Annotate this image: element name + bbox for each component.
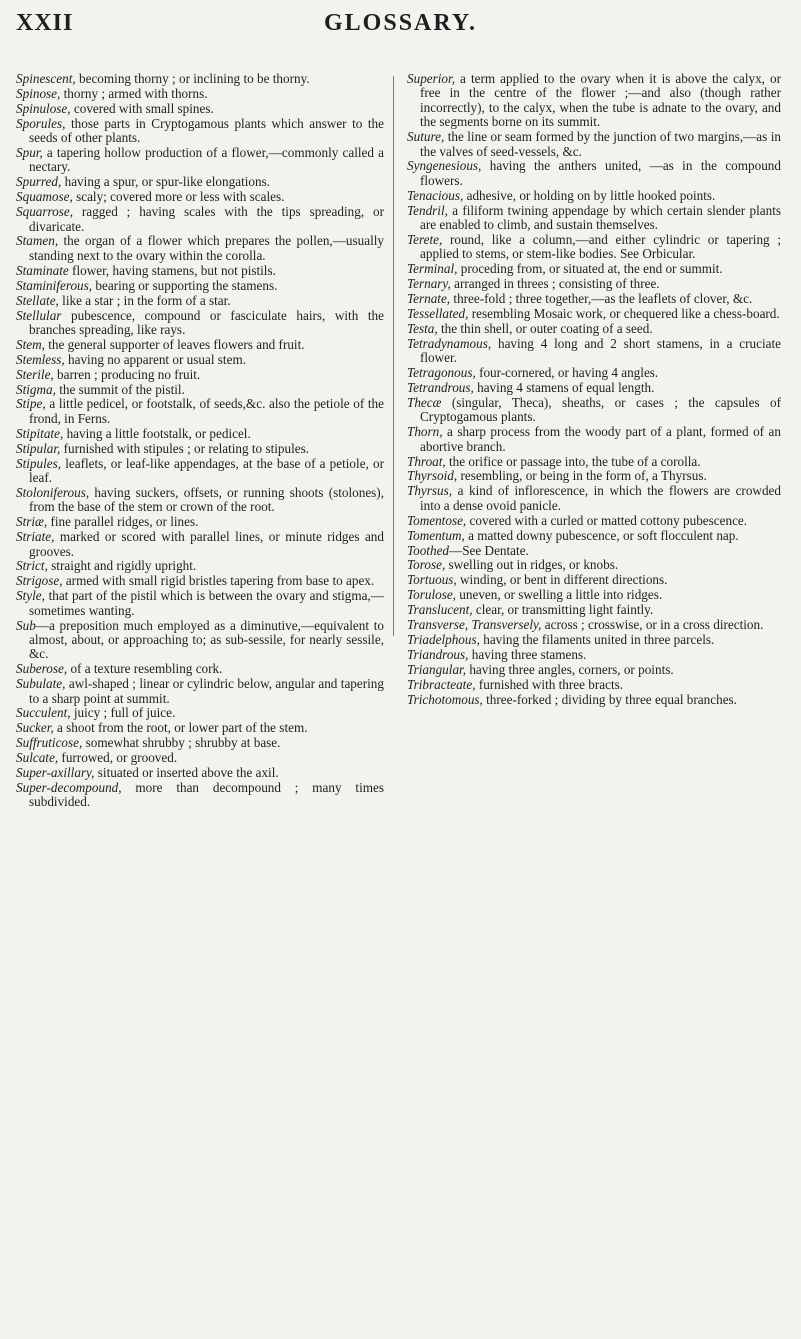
glossary-entry xyxy=(407,678,781,692)
entry-definition: juicy ; full of juice. xyxy=(70,705,176,721)
entry-term: Trichotomous, xyxy=(407,691,483,707)
entry-term: Ternate, xyxy=(407,291,451,307)
entry-term: Spinose, xyxy=(16,85,61,101)
glossary-entry xyxy=(407,307,781,321)
entry-term: Throat, xyxy=(407,453,446,469)
glossary-column-left xyxy=(16,72,384,810)
glossary-entry xyxy=(16,721,384,735)
entry-term: Squamose, xyxy=(16,189,73,205)
entry-definition: a sharp process from the woody part of a plant, formed of an abortive branch. xyxy=(420,424,781,454)
entry-definition: the summit of the pistil. xyxy=(55,381,185,397)
glossary-entry xyxy=(407,189,781,203)
glossary-entry xyxy=(16,146,384,175)
entry-term: Stem, xyxy=(16,336,45,352)
entry-term: Staminate xyxy=(16,262,69,278)
entry-definition: a filiform twining appendage by which certain slender plants are enabled to climb, and sustain themselves. xyxy=(420,202,781,233)
glossary-entry xyxy=(407,159,781,188)
glossary-entry xyxy=(16,338,384,352)
entry-term: Thecæ xyxy=(407,394,442,410)
glossary-entry xyxy=(16,205,384,234)
entry-definition: the line or seam formed by the junction of two margins,—as in the valves of seed-vessels, &c. xyxy=(420,129,781,159)
entry-term: Tribracteate, xyxy=(407,676,476,692)
glossary-entry xyxy=(407,588,781,602)
entry-definition: somewhat shrubby ; shrubby at base. xyxy=(82,735,281,751)
entry-definition: leaflets, or leaf-like appendages, at the base of a petiole, or leaf. xyxy=(29,455,384,485)
entry-definition: resembling Mosaic work, or chequered like a chess-board. xyxy=(468,306,780,321)
entry-term: Spur, xyxy=(16,145,43,161)
entry-term: Succulent, xyxy=(16,705,71,721)
glossary-entry xyxy=(407,277,781,291)
glossary-entry xyxy=(16,486,384,515)
glossary-entry xyxy=(16,234,384,263)
page-number: XXII xyxy=(16,10,74,36)
glossary-entry xyxy=(16,294,384,308)
page-header xyxy=(0,10,801,50)
entry-definition: furrowed, or grooved. xyxy=(58,750,178,766)
entry-definition: the general supporter of leaves flowers and fruit. xyxy=(44,336,305,352)
entry-term: Stamen, xyxy=(16,233,59,249)
glossary-entry xyxy=(407,337,781,366)
entry-term: Tomentum, xyxy=(407,527,465,543)
glossary-entry xyxy=(16,102,384,116)
entry-definition: more than decompound ; many times subdivided. xyxy=(29,780,384,810)
glossary-entry xyxy=(407,529,781,543)
entry-term: Strigose, xyxy=(16,573,63,589)
glossary-entry xyxy=(407,573,781,587)
entry-term: Ternary, xyxy=(407,276,451,292)
entry-definition: fine parallel ridges, or lines. xyxy=(47,514,199,530)
glossary-entry xyxy=(16,559,384,573)
glossary-entry xyxy=(407,514,781,528)
entry-term: Stipules, xyxy=(16,455,62,471)
entry-definition: of a texture resembling cork. xyxy=(67,661,223,677)
entry-term: Stigma, xyxy=(16,381,56,397)
entry-definition: flower, having stamens, but not pistils. xyxy=(68,262,276,278)
glossary-entry xyxy=(407,693,781,707)
entry-definition: three-forked ; dividing by three equal branches. xyxy=(482,691,737,707)
glossary-entry xyxy=(407,322,781,336)
glossary-entry xyxy=(16,353,384,367)
entry-definition: a matted downy pubescence, or soft flocculent nap. xyxy=(464,527,739,543)
entry-term: Testa, xyxy=(407,320,438,336)
entry-term: Triandrous, xyxy=(407,646,469,662)
entry-definition: straight and rigidly upright. xyxy=(47,558,197,574)
glossary-entry xyxy=(16,530,384,559)
glossary-entry xyxy=(16,515,384,529)
entry-definition: the thin shell, or outer coating of a seed. xyxy=(437,320,653,336)
glossary-column-right xyxy=(407,72,781,707)
glossary-entry xyxy=(16,677,384,706)
entry-definition: having 4 long and 2 short stamens, in a cruciate flower. xyxy=(420,335,781,366)
entry-definition: barren ; producing no fruit. xyxy=(53,366,201,382)
entry-term: Stipe, xyxy=(16,396,46,412)
entry-definition: across ; crosswise, or in a cross direction. xyxy=(541,617,764,633)
glossary-entry xyxy=(16,383,384,397)
entry-term: Suffruticose, xyxy=(16,735,83,751)
glossary-entry xyxy=(407,233,781,262)
entry-definition: like a star ; in the form of a star. xyxy=(58,292,231,308)
entry-definition: having the filaments united in three parcels. xyxy=(479,631,715,647)
entry-term: Tetradynamous, xyxy=(407,335,492,351)
entry-term: Thyrsoid, xyxy=(407,468,458,484)
entry-definition: pubescence, compound or fasciculate hairs, with the branches spreading, like rays. xyxy=(29,307,384,337)
entry-term: Stoloniferous, xyxy=(16,484,90,500)
glossary-entry xyxy=(16,190,384,204)
entry-definition: furnished with three bracts. xyxy=(475,676,624,692)
entry-term: Toothed xyxy=(407,542,450,558)
entry-definition: a little pedicel, or footstalk, of seeds,&c. also the petiole of the frond, in Ferns. xyxy=(29,396,384,426)
entry-definition: —See Dentate. xyxy=(449,542,529,558)
glossary-entry xyxy=(16,368,384,382)
entry-definition: the organ of a flower which prepares the pollen,—usually standing next to the ovary within the corolla. xyxy=(29,233,384,263)
entry-definition: furnished with stipules ; or relating to stipules. xyxy=(60,440,310,456)
entry-definition: situated or inserted above the axil. xyxy=(94,765,279,781)
entry-definition: bearing or supporting the stamens. xyxy=(92,277,278,293)
entry-term: Stipitate, xyxy=(16,425,64,441)
entry-definition: —a preposition much employed as a diminutive,—equivalent to almost, about, or approaching to; as sub-sessile, for nearly sessile, &c. xyxy=(29,617,384,662)
glossary-entry xyxy=(16,751,384,765)
glossary-entry xyxy=(407,425,781,454)
glossary-entry xyxy=(407,603,781,617)
glossary-entry xyxy=(16,736,384,750)
glossary-entry xyxy=(407,262,781,276)
entry-term: Terminal, xyxy=(407,261,458,277)
entry-definition: three-fold ; three together,—as the leaflets of clover, &c. xyxy=(450,291,753,307)
entry-term: Squarrose, xyxy=(16,204,74,220)
entry-definition: winding, or bent in different directions. xyxy=(456,572,668,588)
entry-definition: having 4 stamens of equal length. xyxy=(473,380,655,396)
entry-term: Spurred, xyxy=(16,174,62,190)
glossary-entry xyxy=(16,442,384,456)
entry-term: Striæ, xyxy=(16,514,48,530)
entry-term: Tetragonous, xyxy=(407,365,476,381)
entry-term: Terete, xyxy=(407,231,443,247)
glossary-entry xyxy=(407,648,781,662)
entry-definition: covered with a curled or matted cottony pubescence. xyxy=(466,512,748,528)
entry-definition: uneven, or swelling a little into ridges. xyxy=(455,587,663,603)
entry-term: Suture, xyxy=(407,129,445,145)
glossary-entry xyxy=(407,663,781,677)
glossary-entry xyxy=(407,292,781,306)
entry-term: Sucker, xyxy=(16,720,54,736)
glossary-entry xyxy=(16,619,384,662)
glossary-entry xyxy=(407,544,781,558)
entry-term: Sub xyxy=(16,617,36,633)
entry-definition: becoming thorny ; or inclining to be thorny. xyxy=(75,71,310,86)
entry-definition: having a little footstalk, or pedicel. xyxy=(63,425,251,441)
entry-definition: a shoot from the root, or lower part of the stem. xyxy=(53,720,308,736)
entry-term: Thorn, xyxy=(407,424,443,440)
entry-term: Tenacious, xyxy=(407,187,464,203)
entry-definition: having no apparent or usual stem. xyxy=(64,351,247,367)
entry-definition: armed with small rigid bristles tapering from base to apex. xyxy=(62,573,375,589)
glossary-entry xyxy=(407,396,781,425)
glossary-entry xyxy=(407,484,781,513)
entry-term: Tessellated, xyxy=(407,306,469,321)
entry-definition: marked or scored with parallel lines, or minute ridges and grooves. xyxy=(29,529,384,559)
running-title: GLOSSARY. xyxy=(324,10,477,36)
glossary-entry xyxy=(407,455,781,469)
entry-term: Torose, xyxy=(407,557,446,573)
glossary-entry xyxy=(16,574,384,588)
glossary-entry xyxy=(16,175,384,189)
entry-definition: proceding from, or situated at, the end or summit. xyxy=(457,261,723,277)
glossary-entry xyxy=(16,766,384,780)
glossary-entry xyxy=(16,781,384,810)
entry-definition: having the anthers united, —as in the compound flowers. xyxy=(420,158,781,188)
entry-definition: arranged in threes ; consisting of three. xyxy=(450,276,660,292)
entry-definition: four-cornered, or having 4 angles. xyxy=(475,365,659,381)
glossary-entry xyxy=(16,397,384,426)
entry-term: Torulose, xyxy=(407,587,456,603)
entry-term: Tortuous, xyxy=(407,572,457,588)
glossary-entry xyxy=(16,457,384,486)
entry-definition: adhesive, or holding on by little hooked points. xyxy=(463,187,716,203)
entry-term: Stellular xyxy=(16,307,62,323)
column-divider xyxy=(393,76,394,636)
entry-term: Thyrsus, xyxy=(407,483,453,499)
entry-definition: scaly; covered more or less with scales. xyxy=(72,189,285,205)
entry-term: Super-axillary, xyxy=(16,765,95,781)
entry-term: Stipular, xyxy=(16,440,61,456)
entry-definition: ragged ; having scales with the tips spreading, or divaricate. xyxy=(29,204,384,234)
glossary-entry xyxy=(407,558,781,572)
glossary-entry xyxy=(407,366,781,380)
entry-definition: having three angles, corners, or points. xyxy=(466,661,674,677)
entry-term: Triangular, xyxy=(407,661,467,677)
entry-definition: having suckers, offsets, or running shoots (stolones), from the base of the stem or crown of the root. xyxy=(29,484,384,515)
entry-term: Striate, xyxy=(16,529,55,545)
entry-definition: having a spur, or spur-like elongations. xyxy=(61,174,271,190)
entry-term: Super-decompound, xyxy=(16,780,122,795)
entry-term: Sulcate, xyxy=(16,750,59,766)
entry-term: Strict, xyxy=(16,558,48,574)
entry-definition: a term applied to the ovary when it is above the calyx, or free in the centre of the flower ;—and also (though rather incorrectly), to the calyx, when the tube is adnate to the ovary, and the segments borne on its summit. xyxy=(420,71,781,130)
entry-term: Sterile, xyxy=(16,366,54,382)
entry-term: Spinescent, xyxy=(16,71,76,86)
glossary-entry xyxy=(16,264,384,278)
entry-definition: round, like a column,—and either cylindric or tapering ; applied to stems, or stem-like bodies. See Orbicular. xyxy=(420,231,781,262)
entry-term: Superior, xyxy=(407,71,455,86)
entry-definition: a kind of inflorescence, in which the flowers are crowded into a dense ovoid panicle. xyxy=(420,483,781,513)
glossary-entry xyxy=(16,87,384,101)
glossary-entry xyxy=(16,662,384,676)
entry-definition: clear, or transmitting light faintly. xyxy=(472,602,654,618)
entry-definition: the orifice or passage into, the tube of a corolla. xyxy=(445,453,701,469)
entry-definition: those parts in Cryptogamous plants which answer to the seeds of other plants. xyxy=(29,115,384,146)
entry-definition: that part of the pistil which is between the ovary and stigma,—sometimes wanting. xyxy=(29,588,384,618)
entry-definition: resembling, or being in the form of, a Thyrsus. xyxy=(457,468,707,484)
entry-term: Style, xyxy=(16,588,45,604)
entry-term: Tendril, xyxy=(407,202,448,218)
entry-term: Subulate, xyxy=(16,676,66,692)
entry-term: Syngenesious, xyxy=(407,158,482,174)
glossary-entry xyxy=(16,706,384,720)
glossary-entry xyxy=(16,589,384,618)
entry-term: Spinulose, xyxy=(16,100,71,116)
entry-term: Stemless, xyxy=(16,351,65,367)
entry-definition: swelling out in ridges, or knobs. xyxy=(445,557,619,573)
glossary-entry xyxy=(407,72,781,130)
glossary-entry xyxy=(407,381,781,395)
glossary-entry xyxy=(16,117,384,146)
entry-definition: awl-shaped ; linear or cylindric below, angular and tapering to a sharp point at summit. xyxy=(29,676,384,706)
entry-definition: (singular, Theca), sheaths, or cases ; the capsules of Cryptogamous plants. xyxy=(420,394,781,425)
glossary-entry xyxy=(407,633,781,647)
entry-definition: a tapering hollow production of a flower,—commonly called a nectary. xyxy=(29,145,384,175)
glossary-entry xyxy=(407,130,781,159)
entry-term: Tomentose, xyxy=(407,512,467,528)
entry-definition: covered with small spines. xyxy=(70,100,214,116)
glossary-entry xyxy=(16,279,384,293)
entry-term: Translucent, xyxy=(407,602,473,618)
glossary-entry xyxy=(407,204,781,233)
entry-definition: thorny ; armed with thorns. xyxy=(60,85,208,101)
entry-term: Transverse, Transversely, xyxy=(407,617,542,633)
entry-term: Sporules, xyxy=(16,115,66,131)
glossary-entry xyxy=(16,309,384,338)
glossary-entry xyxy=(407,469,781,483)
entry-term: Stellate, xyxy=(16,292,59,308)
entry-term: Triadelphous, xyxy=(407,631,480,647)
entry-term: Staminiferous, xyxy=(16,277,93,293)
entry-term: Tetrandrous, xyxy=(407,380,474,396)
entry-term: Suberose, xyxy=(16,661,68,677)
glossary-entry xyxy=(16,427,384,441)
entry-definition: having three stamens. xyxy=(468,646,587,662)
glossary-entry xyxy=(407,618,781,632)
glossary-entry xyxy=(16,72,384,86)
